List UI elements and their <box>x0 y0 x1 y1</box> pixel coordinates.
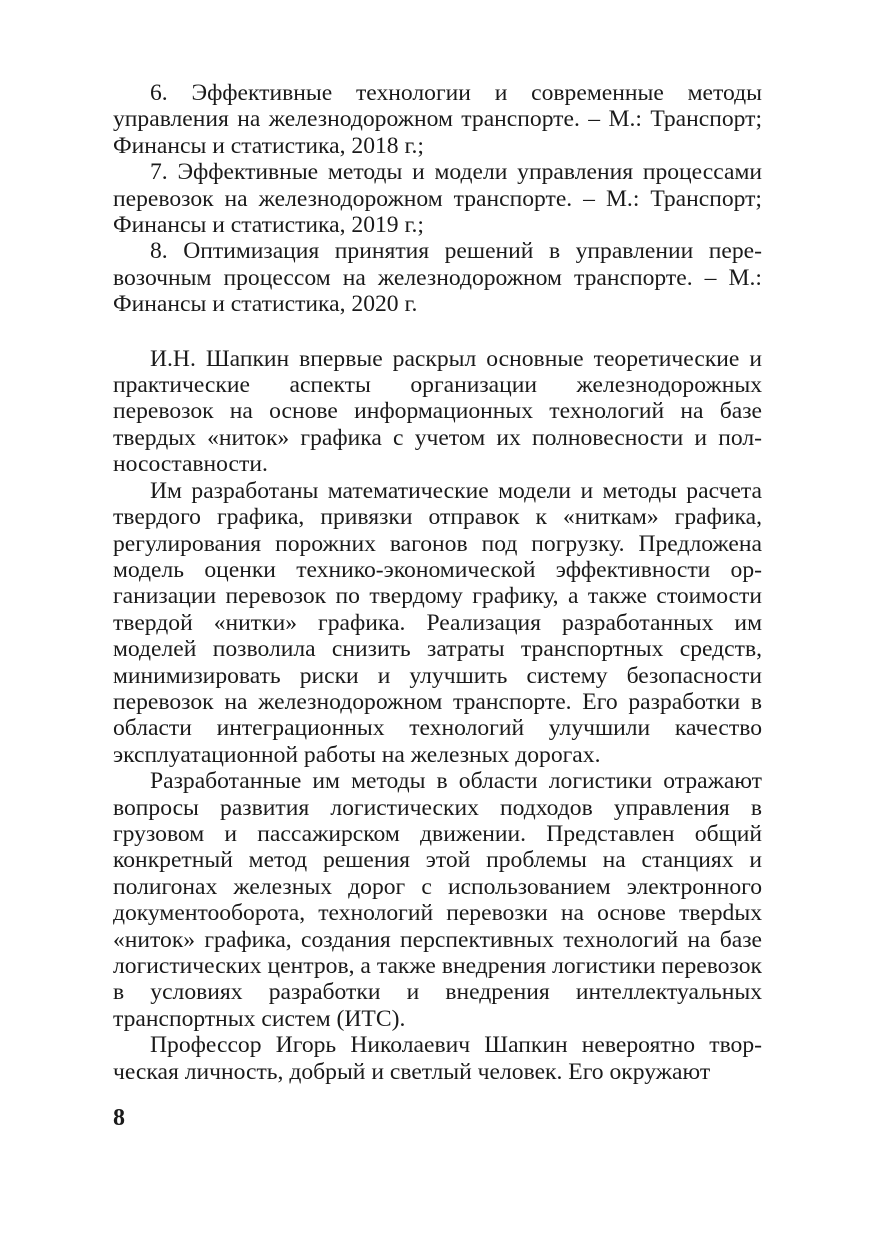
body-paragraph: Профессор Игорь Николаевич Шапкин невероятно творческая личность, добрый и светлый человек. Его окружают <box>113 1032 762 1085</box>
body-text <box>113 346 762 1085</box>
body-paragraph: Разработанные им методы в области логистики отражают вопросы развития логистических подходов управления в грузовом и пассажирском движении. Представлен общий конкретный метод решения этой проблемы на станциях и полигонах железных дорог с использованием электронного документооборота, технологий перевозки на основе тверdых «ниток» графика, создания перспективных технологий на базе логистических центров, а также внедрения логистики перевозок в условиях разработки и внедрения интеллектуальных транспортных систем (ИТС). <box>113 768 762 1032</box>
reference-item: 8. Оптимизация принятия решений в управлении перевозочным процессом на железнодорожном транспорте. – М.: Финансы и статистика, 2020 г. <box>113 238 762 318</box>
reference-item: 7. Эффективные методы и модели управления процессами перевозок на железнодорожном транспорте. – М.: Транспорт; Финансы и статистика, 2019 г.; <box>113 159 762 239</box>
reference-item: 6. Эффективные технологии и современные методы управления на железнодорожном транспорте. – М.: Транспорт; Финансы и статистика, 2018 г.; <box>113 80 762 159</box>
body-paragraph: Им разработаны математические модели и методы расчета твердого графика, привязки отправок к «ниткам» графика, регулирования порожних вагонов под погрузку. Предложена модель оценки технико-экономической эффективности организации перевозок по твердому графику, а также стоимости твердой «нитки» графика. Реализация разработанных им моделей позволила снизить затраты транспортных средств, минимизировать риски и улучшить систему безопасности перевозок на железнодорожном транспорте. Его разработки в области интеграционных технологий улучшили качество эксплуатационной работы на железных дорогах. <box>113 477 762 768</box>
body-paragraph: И.Н. Шапкин впервые раскрыл основные теоретические и практические аспекты организации железнодорожных перевозок на основе информационных технологий на базе твердых «ниток» графика с учетом их полновесности и полносоставности. <box>113 345 762 478</box>
page-number: 8 <box>113 1105 125 1131</box>
reference-list <box>113 80 762 318</box>
page-content <box>113 80 762 1085</box>
section-gap <box>113 318 762 346</box>
